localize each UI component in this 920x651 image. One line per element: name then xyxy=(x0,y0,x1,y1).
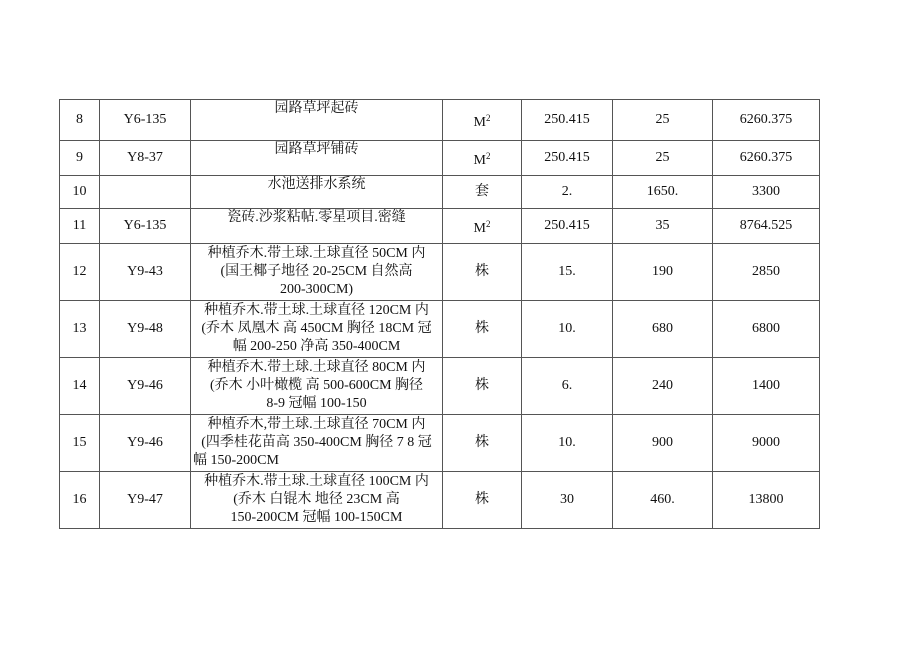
unit: 株 xyxy=(443,301,522,358)
unit-superscript: 2 xyxy=(485,218,491,229)
item-description xyxy=(191,472,443,529)
table-row xyxy=(60,100,820,141)
description-line: 种植乔木,带土球.土球直径 70CM 内 xyxy=(207,417,426,432)
unit-cell xyxy=(443,141,522,176)
unit: M xyxy=(473,220,486,236)
total-amount: 2850 xyxy=(713,244,820,301)
quantity: 10. xyxy=(522,415,613,472)
quantity: 15. xyxy=(522,244,613,301)
unit-price: 25 xyxy=(613,141,713,176)
row-number: 16 xyxy=(60,472,100,529)
unit: M xyxy=(473,114,486,130)
item-code: Y6-135 xyxy=(100,209,191,244)
unit-superscript: 2 xyxy=(485,112,491,123)
unit-price: 900 xyxy=(613,415,713,472)
row-number: 8 xyxy=(60,100,100,141)
description-line: 幅 200-250 净高 350-400CM xyxy=(232,339,401,354)
item-code: Y9-48 xyxy=(100,301,191,358)
description-line: (四季桂花苗高 350-400CM 胸径 7 8 冠 xyxy=(201,435,432,450)
description-line: 种植乔木.带土球.土球直径 120CM 内 xyxy=(204,303,429,318)
unit: 套 xyxy=(475,184,489,199)
item-description xyxy=(191,415,443,472)
description-line: 瓷砖.沙浆粘帖.零星项目.密缝 xyxy=(227,210,406,225)
total-amount: 6800 xyxy=(713,301,820,358)
description-line: 种植乔木.带土球.土球直径 50CM 内 xyxy=(207,246,426,261)
item-description xyxy=(191,209,443,244)
description-line: (乔木 凤凰木 高 450CM 胸径 18CM 冠 xyxy=(201,321,432,336)
unit-price: 25 xyxy=(613,100,713,141)
table-row xyxy=(60,301,820,358)
unit-price: 680 xyxy=(613,301,713,358)
description-line: 8-9 冠幅 100-150 xyxy=(266,396,367,411)
item-description xyxy=(191,100,443,141)
quantity: 30 xyxy=(522,472,613,529)
unit-price: 240 xyxy=(613,358,713,415)
description-line: 种植乔木.带土球.土球直径 80CM 内 xyxy=(207,360,426,375)
unit-cell xyxy=(443,209,522,244)
item-code: Y8-37 xyxy=(100,141,191,176)
item-code: Y9-43 xyxy=(100,244,191,301)
unit-price: 1650. xyxy=(613,176,713,209)
item-description xyxy=(191,176,443,209)
item-description xyxy=(191,141,443,176)
quantity: 2. xyxy=(522,176,613,209)
description-line: 200-300CM) xyxy=(279,282,354,297)
total-amount: 9000 xyxy=(713,415,820,472)
description-line: 水池送排水系统 xyxy=(267,177,366,192)
unit-cell xyxy=(443,176,522,209)
total-amount: 1400 xyxy=(713,358,820,415)
description-line: 幅 150-200CM xyxy=(193,453,279,468)
table-row xyxy=(60,209,820,244)
unit-price: 460. xyxy=(613,472,713,529)
row-number: 11 xyxy=(60,209,100,244)
unit: 株 xyxy=(443,358,522,415)
unit: 株 xyxy=(443,472,522,529)
total-amount: 3300 xyxy=(713,176,820,209)
table-row xyxy=(60,358,820,415)
item-description xyxy=(191,358,443,415)
description-line: 园路草坪铺砖 xyxy=(274,142,359,157)
unit: M xyxy=(473,152,486,168)
description-line: 种植乔木.带土球.土球直径 100CM 内 xyxy=(204,474,429,489)
quantity: 250.415 xyxy=(522,209,613,244)
unit-superscript: 2 xyxy=(485,150,491,161)
description-line: (乔木 小叶橄榄 高 500-600CM 胸径 xyxy=(209,378,424,393)
unit-price: 190 xyxy=(613,244,713,301)
description-line: (国王椰子地径 20-25CM 自然高 xyxy=(220,264,413,279)
quantity: 250.415 xyxy=(522,100,613,141)
quantity: 6. xyxy=(522,358,613,415)
quantity: 250.415 xyxy=(522,141,613,176)
description-line: 园路草坪起砖 xyxy=(274,101,359,116)
item-code: Y6-135 xyxy=(100,100,191,141)
table-row xyxy=(60,415,820,472)
unit-cell xyxy=(443,100,522,141)
description-line: 150-200CM 冠幅 100-150CM xyxy=(230,510,403,525)
unit-price: 35 xyxy=(613,209,713,244)
table-row xyxy=(60,176,820,209)
row-number: 9 xyxy=(60,141,100,176)
total-amount: 6260.375 xyxy=(713,141,820,176)
unit: 株 xyxy=(443,415,522,472)
table-row xyxy=(60,141,820,176)
item-code: Y9-46 xyxy=(100,415,191,472)
table-row xyxy=(60,244,820,301)
quantity: 10. xyxy=(522,301,613,358)
description-line: (乔木 白锟木 地径 23CM 高 xyxy=(233,492,400,507)
item-code: Y9-46 xyxy=(100,358,191,415)
unit: 株 xyxy=(443,244,522,301)
row-number: 14 xyxy=(60,358,100,415)
row-number: 15 xyxy=(60,415,100,472)
row-number: 13 xyxy=(60,301,100,358)
total-amount: 13800 xyxy=(713,472,820,529)
total-amount: 8764.525 xyxy=(713,209,820,244)
item-code: Y9-47 xyxy=(100,472,191,529)
item-description xyxy=(191,244,443,301)
row-number: 12 xyxy=(60,244,100,301)
budget-table xyxy=(59,99,820,529)
total-amount: 6260.375 xyxy=(713,100,820,141)
row-number: 10 xyxy=(60,176,100,209)
item-description xyxy=(191,301,443,358)
table-row xyxy=(60,472,820,529)
item-code xyxy=(100,176,191,209)
